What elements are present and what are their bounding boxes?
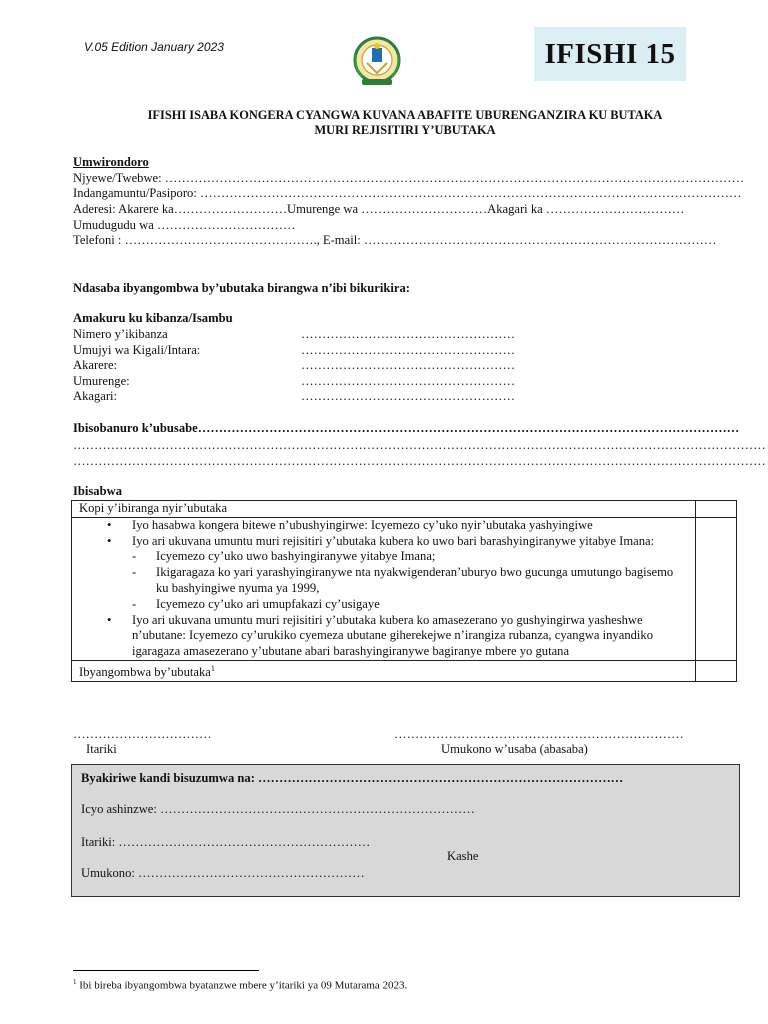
list-item: • Iyo hasabwa kongera bitewe n’ubushyingirwe: Icyemezo cy’uko nyir’ubutaka yashyingiwe [79,518,688,534]
conditions-cell [72,517,696,660]
list-item: • Iyo ari ukuvana umuntu muri rejisitiri y’ubutaka kubera ko amasezerano yo gushyingirwa yasheshwe n’ubutane: Icyemezo cy’urukiko cyemeza ubutane giherekejwe n’irangiza rubanza, cyangwa inyandiko igaragaza amasezerano y’ubutane abari barashyingiranywe bagiranye mbere yo gutana [79,613,688,660]
parcel-number-label: Nimero y’ikibanza [73,327,168,341]
attachments-heading: Ibisabwa [73,484,122,498]
land-documents-cell [72,660,696,681]
address-field[interactable]: Aderesi: Akarere ka………………………Umurenge wa …………………………Akagari ka …………………………… [73,202,685,216]
footnote-mark: 1 [73,978,77,986]
cell-label: Akagari: [73,389,118,403]
conditions-list [79,518,688,660]
form-number-badge: IFISHI 15 [534,27,686,81]
footnote-text: Ibi bireba ibyangombwa byatanzwe mbere y’itariki ya 09 Mutarama 2023. [76,979,408,992]
sub-list [132,549,688,612]
names-field[interactable]: Njyewe/Twebwe: ………………………………………………………………………………………………………………………… [73,171,745,185]
district-label: Akarere: [73,358,118,372]
table-row [72,501,737,518]
cell-field[interactable]: …………………………………………… [301,389,516,403]
attachments-table [71,500,737,682]
province-label: Umujyi wa Kigali/Intara: [73,343,201,357]
id-copy-checkbox[interactable] [696,501,737,518]
explanation-field[interactable]: Ibisobanuro k’ubusabe………………………………………………………………………………………………………………… [73,421,740,435]
village-field[interactable]: Umudugudu wa …………………………… [73,218,296,232]
land-documents-checkbox[interactable] [696,660,737,681]
explanation-line-3[interactable]: ………………………………………………………………………………………………………………………………………………… [73,454,766,468]
parcel-number-field[interactable]: …………………………………………… [301,327,516,341]
footnote-divider [73,970,259,971]
explanation-line-2[interactable]: ………………………………………………………………………………………………………………………………………………… [73,438,766,452]
sector-label: Umurenge: [73,374,130,388]
land-documents-label: Ibyangombwa by’ubutaka [79,665,211,680]
date-label: Itariki [86,742,117,756]
deceased-spouse-condition: Iyo ari ukuvana umuntu muri rejisitiri y’ubutaka kubera ko uwo bari barashyingiranywe yitabye Imana: [132,533,655,548]
list-item: - Icyemezo cy’uko uwo bashyingiranywe yitabye Imana; [132,549,688,565]
table-row [72,660,737,681]
office-date-field[interactable]: Itariki: …………………………………………………… [81,835,371,849]
position-field[interactable]: Icyo ashinzwe: ………………………………………………………………… [81,802,475,816]
id-copy-cell: Kopi y’ibiranga nyir’ubutaka [72,501,696,518]
profile-heading: Umwirondoro [73,155,149,169]
table-row [72,517,737,660]
conditions-checkbox[interactable] [696,517,737,660]
list-item [79,534,688,613]
id-passport-field[interactable]: Indangamuntu/Pasiporo: ………………………………………………………………………………………………………………… [73,186,742,200]
list-item: - Icyemezo cy’uko ari umupfakazi cy’usigaye [132,597,688,613]
footnote-ref: 1 [210,663,215,673]
sector-field[interactable]: …………………………………………… [301,374,516,388]
stamp-label: Kashe [447,849,479,863]
form-title-line2: MURI REJISITIRI Y’UBUTAKA [314,123,496,137]
footnote [73,978,407,992]
form-title-line1: IFISHI ISABA KONGERA CYANGWA KUVANA ABAFITE UBURENGANZIRA KU BUTAKA [147,108,663,122]
signature-label: Umukono w’usaba (abasaba) [441,742,588,756]
rwanda-coat-of-arms-icon [352,33,402,91]
list-item: - Ikigaragaza ko yari yarashyingiranywe nta nyakwigenderan’uburyo bwo gucunga umutungo bagisemo ku bashyingiwe nyuma ya 1999, [132,565,688,597]
received-by-field[interactable]: Byakiriwe kandi bisuzumwa na: …………………………………………………………………………… [81,771,624,785]
province-field[interactable]: …………………………………………… [301,343,516,357]
date-field[interactable]: …………………………… [73,727,212,741]
edition-label: V.05 Edition January 2023 [84,40,224,54]
parcel-heading: Amakuru ku kibanza/Isambu [73,311,233,325]
signature-field[interactable]: …………………………………………………………… [394,727,684,741]
request-statement: Ndasaba ibyangombwa by’ubutaka birangwa n’ibi bikurikira: [73,281,410,295]
office-signature-field[interactable]: Umukono: ……………………………………………… [81,866,365,880]
district-field[interactable]: …………………………………………… [301,358,516,372]
phone-email-field[interactable]: Telefoni : ………………………………………., E-mail: ………………………………………………………………………… [73,233,717,247]
